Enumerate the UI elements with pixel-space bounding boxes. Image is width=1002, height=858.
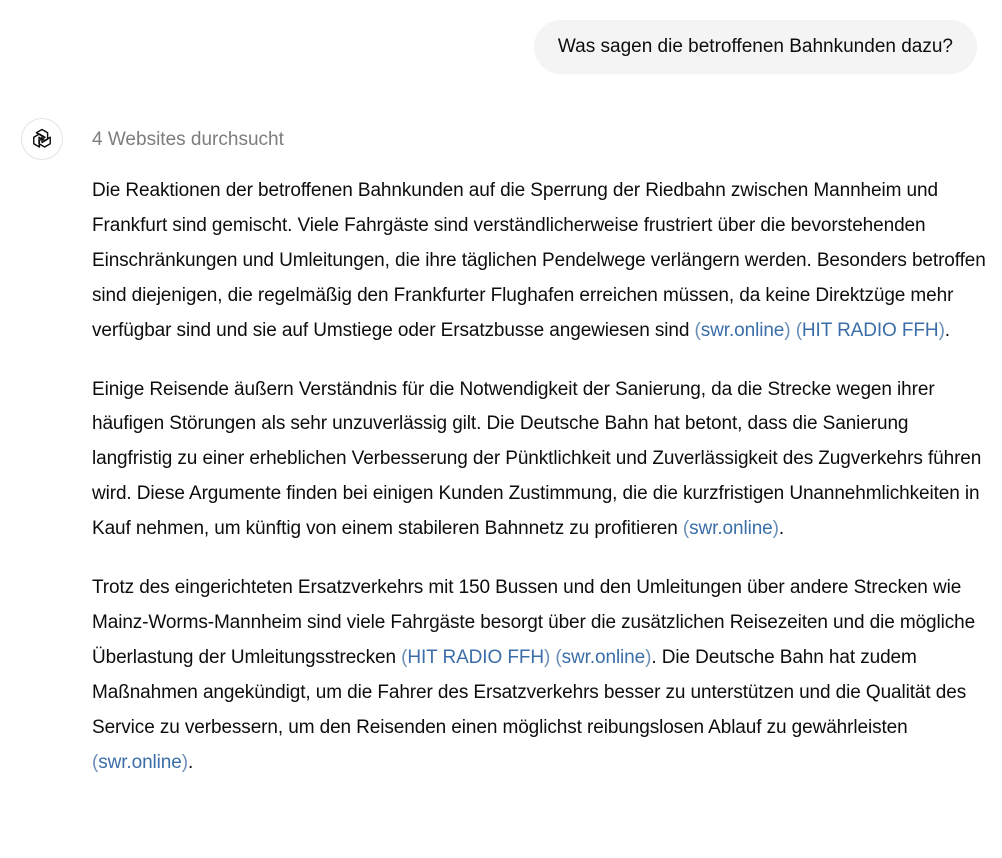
citation-link[interactable]: (swr.online) [682, 518, 779, 540]
paragraph-line: Trotz des eingerichteten Ersatzverkehrs mit 150 Bussen und den Umleitungen über andere [92, 577, 849, 599]
assistant-avatar [21, 118, 63, 160]
paragraph-line: müssen, da keine Direktzüge mehr verfügbar sind und sie auf Umstiege oder Ersatzbusse [92, 284, 954, 341]
paragraph-line: Sanierung langfristig zu einer erheblichen Verbesserung der Pünktlichkeit und Zuverlässigkeit des [92, 413, 909, 470]
answer-paragraph-2: Einige Reisende äußern Verständnis für die Notwendigkeit der Sanierung, da die Strecke wegen ihrer häufigen Störungen als sehr unzuverlässig gilt. Die Deutsche Bahn hat betont, dass die Sanierung langfristig zu einer erheblichen Verbesserung der Pünktlichkeit und Zuverlässigkeit des Zugverkehrs führen wird. Diese Argumente finden bei einigen Kunden Zustimmung, die die kurzfristigen Unannehmlichkeiten in Kauf nehmen, um künftig von einem stabileren Bahnnetz zu profitieren (swr.online). [92, 378, 982, 540]
paragraph-line: werden. Besonders betroffen sind diejenigen, die regelmäßig den Frankfurter Flughafen erreichen [92, 249, 986, 306]
paragraph-line: kurzfristigen Unannehmlichkeiten in Kauf nehmen, um künftig von einem stabileren Bahnnetz zu [92, 483, 980, 540]
paragraph-line: Zugverkehrs führen wird. Diese Argumente finden bei einigen Kunden Zustimmung, die die [92, 448, 982, 505]
citation-link[interactable]: (HIT RADIO FFH) [795, 319, 945, 341]
citation-link[interactable]: (swr.online) [92, 751, 188, 773]
paragraph-line: Einige Reisende äußern Verständnis für die Notwendigkeit der Sanierung, da die Strecke wegen [92, 378, 892, 400]
citation-link[interactable]: (swr.online) [555, 646, 652, 668]
paragraph-line: zu unterstützen und die Qualität des Service zu verbessern, um den Reisenden einen möglichst [92, 681, 967, 738]
answer-paragraph-1: Die Reaktionen der betroffenen Bahnkunden auf die Sperrung der Riedbahn zwischen Mannheim und Frankfurt sind gemischt. Viele Fahrgäste sind verständlicherweise frustriert über die bevorstehenden Einschränkungen und Umleitungen, die ihre täglichen Pendelwege verlängern werden. Besonders betroffen sind diejenigen, die regelmäßig den Frankfurter Flughafen erreichen müssen, da keine Direktzüge mehr verfügbar sind und sie auf Umstiege oder Ersatzbusse angewiesen sind (swr.online) (HIT RADIO FFH). [92, 180, 986, 341]
assistant-message [92, 126, 992, 781]
paragraph-line: ihrer häufigen Störungen als sehr unzuverlässig gilt. Die Deutsche Bahn hat betont, dass die [92, 378, 935, 435]
paragraph-line: Die Reaktionen der betroffenen Bahnkunden auf die Sperrung der Riedbahn zwischen Mannheim [92, 180, 902, 201]
paragraph-line: Die Deutsche Bahn hat zudem Maßnahmen angekündigt, um die Fahrer des Ersatzverkehrs besser [92, 646, 917, 703]
paragraph-line: profitieren [594, 518, 683, 540]
paragraph-line: Strecken wie Mainz-Worms-Mannheim sind viele Fahrgäste besorgt über die zusätzlichen [92, 577, 962, 633]
answer-paragraph-3: Trotz des eingerichteten Ersatzverkehrs mit 150 Bussen und den Umleitungen über andere Strecken wie Mainz-Worms-Mannheim sind viele Fahrgäste besorgt über die zusätzlichen Reisezeiten und die mögliche Überlastung der Umleitungsstrecken (HIT RADIO FFH) (swr.online). Die Deutsche Bahn hat zudem Maßnahmen angekündigt, um die Fahrer des Ersatzverkehrs besser zu unterstützen und die Qualität des Service zu verbessern, um den Reisenden einen möglichst reibungslosen Ablauf zu gewährleisten (swr.online). [92, 577, 976, 773]
paragraph-line: und Frankfurt sind gemischt. Viele Fahrgäste sind verständlicherweise frustriert über die [92, 180, 938, 236]
paragraph-line: Reisezeiten und die mögliche Überlastung der Umleitungsstrecken [92, 611, 976, 668]
user-message-row [534, 20, 977, 74]
paragraph-line: bevorstehenden Einschränkungen und Umleitungen, die ihre täglichen Pendelwege verlängern [92, 214, 926, 271]
paragraph-line: reibungslosen Ablauf zu gewährleisten [587, 716, 908, 738]
user-message-bubble: Was sagen die betroffenen Bahnkunden dazu? [534, 20, 977, 74]
paragraph-line: angewiesen sind [549, 319, 695, 341]
citation-link[interactable]: (swr.online) [694, 319, 791, 341]
web-search-status[interactable]: 4 Websites durchsucht [92, 129, 284, 150]
citation-link[interactable]: (HIT RADIO FFH) [401, 646, 551, 668]
openai-logo-icon [29, 126, 55, 152]
